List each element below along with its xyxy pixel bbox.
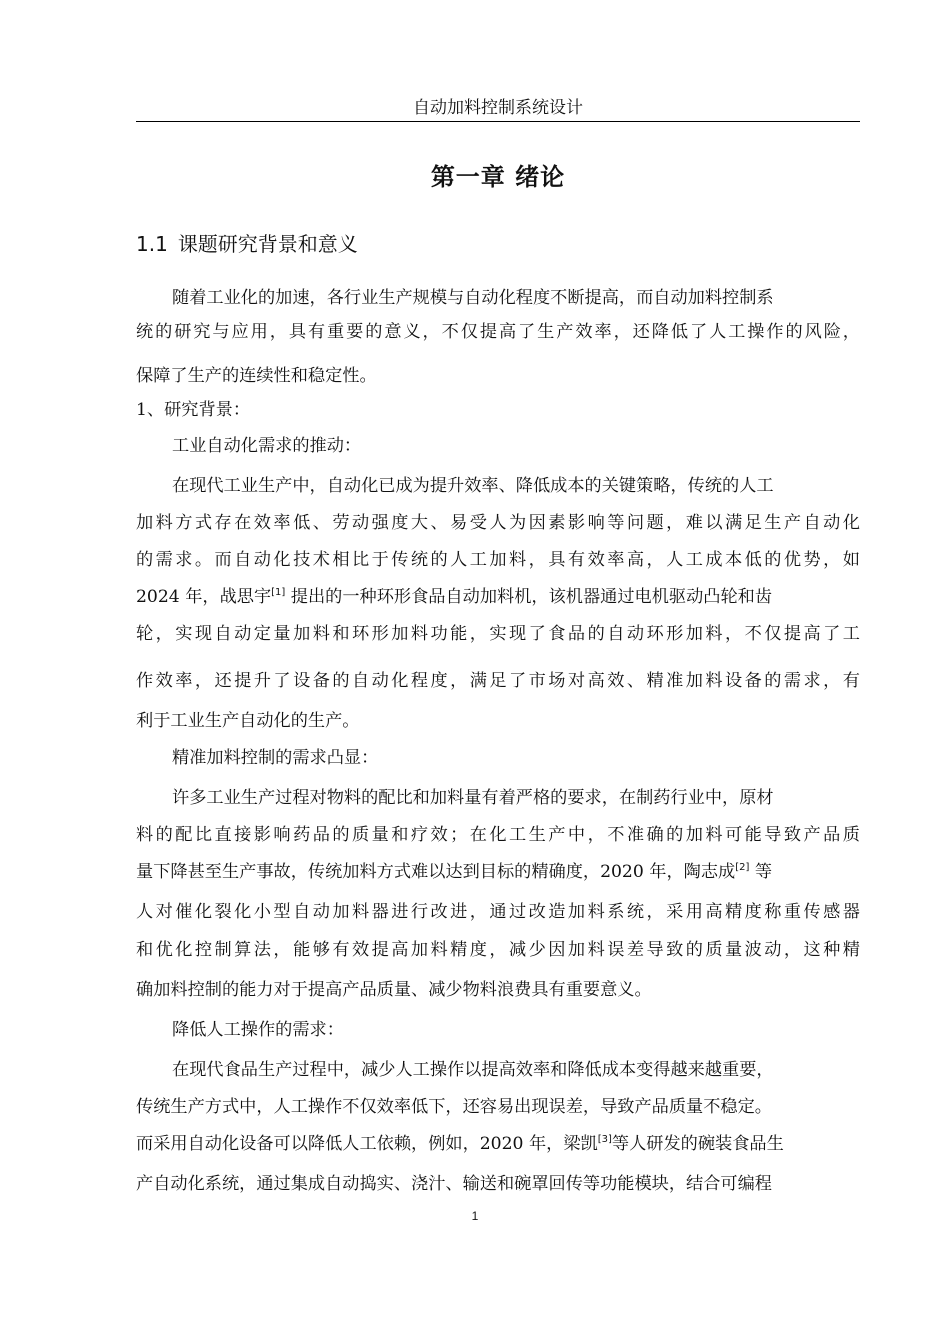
section-number: 1.1 [136, 232, 168, 256]
body-line: 和优化控制算法，能够有效提高加料精度，减少因加料误差导致的质量波动，这种精 [136, 940, 860, 960]
section-heading [136, 230, 358, 258]
citation-marker: [2] [735, 862, 750, 873]
body-text: 量下降甚至生产事故，传统加料方式难以达到目标的精确度，2020 年，陶志成 [136, 862, 736, 882]
header-rule [136, 121, 860, 122]
body-line: 统的研究与应用，具有重要的意义，不仅提高了生产效率，还降低了人工操作的风险， [136, 322, 860, 342]
body-line: 工业自动化需求的推动： [172, 436, 362, 456]
body-line: 的需求。而自动化技术相比于传统的人工加料，具有效率高，人工成本低的优势，如 [136, 550, 860, 570]
body-line: 保障了生产的连续性和稳定性。 [136, 366, 377, 386]
body-line: 料的配比直接影响药品的质量和疗效；在化工生产中，不准确的加料可能导致产品质 [136, 825, 860, 845]
section-title: 课题研究背景和意义 [177, 232, 358, 256]
body-line: 1、研究背景： [136, 400, 251, 420]
body-line [136, 855, 860, 889]
body-line: 利于工业生产自动化的生产。 [136, 711, 360, 731]
body-line: 人对催化裂化小型自动加料器进行改进，通过改造加料系统，采用高精度称重传感器 [136, 902, 860, 922]
body-line: 许多工业生产过程对物料的配比和加料量有着严格的要求，在制药行业中，原材 [172, 788, 774, 808]
body-line: 确加料控制的能力对于提高产品质量、减少物料浪费具有重要意义。 [136, 980, 652, 1000]
chapter-title: 第一章 绪论 [430, 163, 566, 191]
body-line: 在现代工业生产中，自动化已成为提升效率、降低成本的关键策略，传统的人工 [172, 476, 774, 496]
body-line: 产自动化系统，通过集成自动捣实、浇汁、输送和碗罩回传等功能模块，结合可编程 [136, 1174, 772, 1194]
body-line: 作效率，还提升了设备的自动化程度，满足了市场对高效、精准加料设备的需求，有 [136, 671, 860, 691]
body-text: 等 [749, 862, 773, 882]
body-text: 提出的一种环形食品自动加料机，该机器通过电机驱动凸轮和齿 [285, 587, 773, 607]
body-text: 等人研发的碗装食品生 [611, 1134, 784, 1154]
page-number: 1 [471, 1209, 479, 1223]
body-line [136, 1127, 860, 1161]
body-text: 而采用自动化设备可以降低人工依赖，例如，2020 年，梁凯 [136, 1134, 598, 1154]
body-line: 精准加料控制的需求凸显： [172, 748, 379, 768]
body-line: 传统生产方式中，人工操作不仅效率低下，还容易出现误差，导致产品质量不稳定。 [136, 1097, 772, 1117]
body-line: 在现代食品生产过程中，减少人工操作以提高效率和降低成本变得越来越重要， [172, 1060, 774, 1080]
running-header: 自动加料控制系统设计 [413, 98, 583, 118]
body-line: 加料方式存在效率低、劳动强度大、易受人为因素影响等问题，难以满足生产自动化 [136, 513, 860, 533]
body-line: 轮，实现自动定量加料和环形加料功能，实现了食品的自动环形加料，不仅提高了工 [136, 624, 860, 644]
body-line [136, 580, 860, 614]
body-text: 2024 年，战思宇 [136, 587, 272, 607]
citation-marker: [3] [597, 1134, 612, 1145]
body-line: 随着工业化的加速，各行业生产规模与自动化程度不断提高，而自动加料控制系 [172, 288, 774, 308]
citation-marker: [1] [271, 587, 286, 598]
body-line: 降低人工操作的需求： [172, 1020, 344, 1040]
